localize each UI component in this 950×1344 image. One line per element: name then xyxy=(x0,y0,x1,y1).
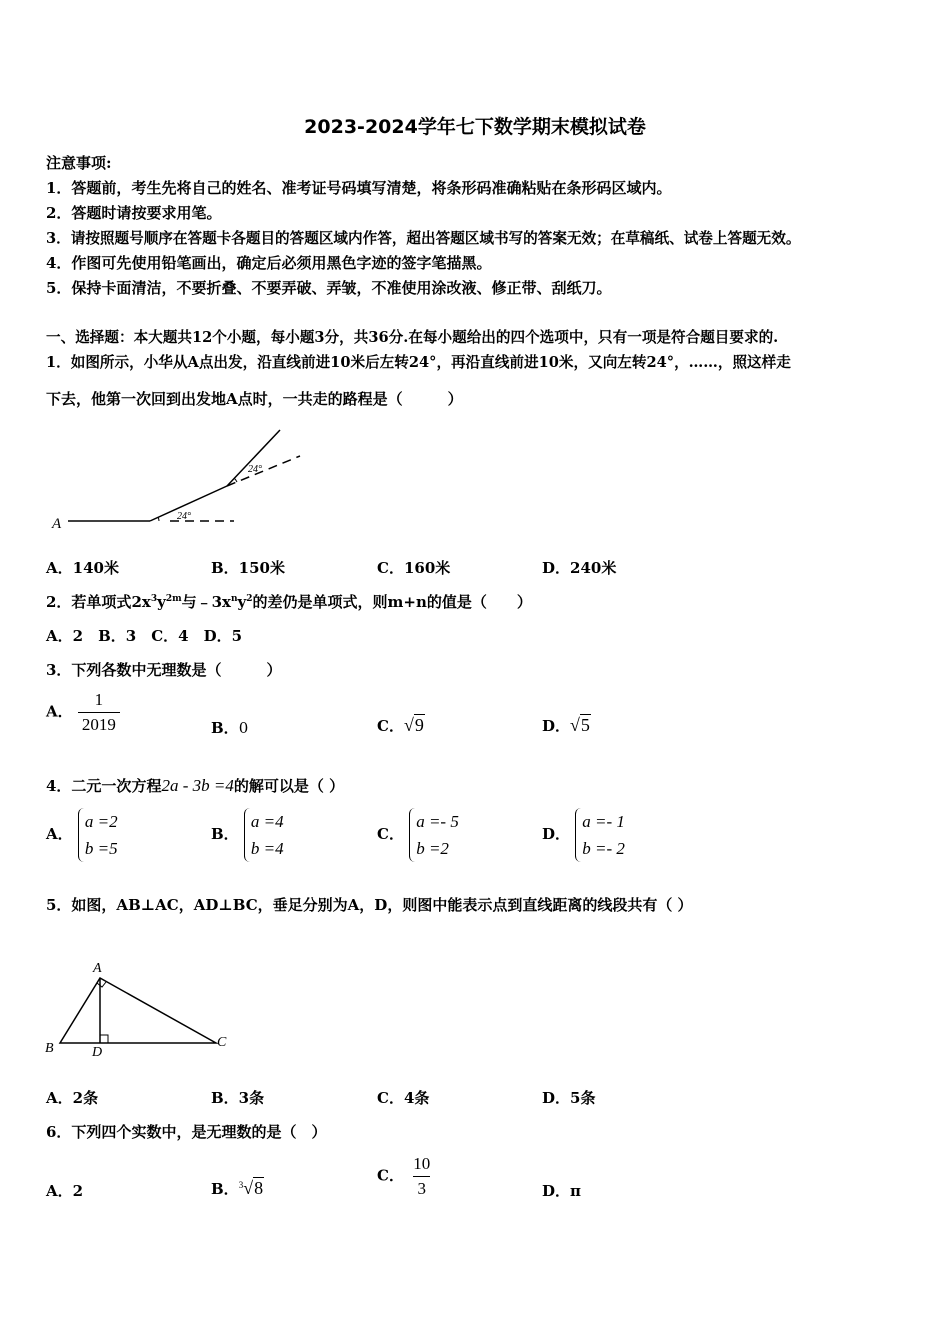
q1-angle-label-2: 24° xyxy=(248,464,262,475)
q4-option-b[interactable]: B． a =4 b =4 xyxy=(211,808,290,862)
q1-segment-3 xyxy=(227,430,280,486)
triangle-abc xyxy=(60,978,216,1043)
q5-stem: 5．如图，AB⊥AC，AD⊥BC，垂足分别为A，D，则图中能表示点到直线距离的线段共有（ ） xyxy=(46,896,693,914)
cube-root-8: $^3$√8 xyxy=(238,1178,264,1198)
right-angle-mark-d xyxy=(100,1035,108,1043)
q6-option-b[interactable]: B．$^3$√8 xyxy=(211,1178,264,1198)
q4-option-c[interactable]: C． a =- 5 b =2 xyxy=(377,808,465,862)
page-title: 2023-2024学年七下数学期末模拟试卷 xyxy=(304,116,646,138)
label-a: A xyxy=(93,961,102,976)
label-d: D xyxy=(92,1045,103,1060)
q1-stem-line1: 1．如图所示，小华从A点出发，沿直线前进10米后左转24°，再沿直线前进10米，又向左转24°，……，照这样走 xyxy=(46,354,791,371)
q6-option-a[interactable]: A．2 xyxy=(46,1182,84,1200)
fraction: $\frac{10}{3}$ xyxy=(413,1154,431,1198)
equation-system: a =4 b =4 xyxy=(244,808,290,862)
q1-extension-2 xyxy=(227,456,300,486)
notice-item: 2．答题时请按要求用笔。 xyxy=(46,204,222,222)
sqrt-5: √5 xyxy=(570,715,590,735)
q2-options[interactable]: A．2 B．3 C．4 D．5 xyxy=(46,627,243,645)
q3-stem: 3．下列各数中无理数是（ ） xyxy=(46,661,282,679)
q5-option-d[interactable]: D．5条 xyxy=(542,1089,596,1107)
equation-system: a =- 1 b =- 2 xyxy=(575,808,631,862)
q6-stem: 6．下列四个实数中，是无理数的是（ ） xyxy=(46,1123,327,1141)
q5-option-b[interactable]: B．3条 xyxy=(211,1089,265,1107)
fraction: $\frac{1}{2019}$ xyxy=(78,690,120,735)
q3-option-a[interactable]: A． $\frac{1}{2019}$ xyxy=(46,690,120,735)
q4-option-d[interactable]: D． a =- 1 b =- 2 xyxy=(542,808,631,862)
q1-option-a[interactable]: A．140米 xyxy=(46,559,119,577)
q3-option-c[interactable]: C．√9 xyxy=(377,715,424,735)
q1-option-d[interactable]: D．240米 xyxy=(542,559,617,577)
q3-option-b[interactable]: B．0 xyxy=(211,719,249,737)
q5-option-c[interactable]: C．4条 xyxy=(377,1089,430,1107)
section-heading: 一、选择题：本大题共12个小题，每小题3分，共36分.在每小题给出的四个选项中，只有一项是符合题目要求的. xyxy=(46,329,779,346)
q1-point-a: A xyxy=(52,516,62,532)
notice-item: 5．保持卡面清洁，不要折叠、不要弄破、弄皱，不准使用涂改液、修正带、刮纸刀。 xyxy=(46,279,612,297)
q5-option-a[interactable]: A．2条 xyxy=(46,1089,99,1107)
label-c: C xyxy=(217,1035,227,1050)
q1-angle-label-1: 24° xyxy=(177,511,191,522)
q1-angle-arc-2 xyxy=(234,478,237,482)
equation-system: a =2 b =5 xyxy=(78,808,124,862)
notice-item: 4．作图可先使用铅笔画出，确定后必须用黑色字迹的签字笔描黑。 xyxy=(46,254,492,272)
q4-stem: 4．二元一次方程2a - 3b =4的解可以是（ ） xyxy=(46,776,345,795)
q5-triangle-figure xyxy=(40,955,240,1065)
sqrt-9: √9 xyxy=(403,715,424,735)
notice-item: 3．请按照题号顺序在答题卡各题目的答题区域内作答，超出答题区域书写的答案无效；在草稿纸、试卷上答题无效。 xyxy=(46,230,801,247)
q6-option-c[interactable]: C． $\frac{10}{3}$ xyxy=(377,1154,434,1199)
q2-stem: 2．若单项式$2x^3y^{2m}$与$﹣3x^ny^2$的差仍是单项式，则m+n的值是（ ） xyxy=(46,593,532,611)
notice-item: 1．答题前，考生先将自己的姓名、准考证号码填写清楚，将条形码准确粘贴在条形码区域内。 xyxy=(46,179,672,197)
q1-figure xyxy=(40,420,320,540)
q4-option-a[interactable]: A． a =2 b =5 xyxy=(46,808,124,862)
right-angle-mark-a xyxy=(97,982,106,987)
notice-heading: 注意事项: xyxy=(46,154,112,172)
q1-option-b[interactable]: B．150米 xyxy=(211,559,285,577)
q1-stem-line2: 下去，他第一次回到出发地A点时，一共走的路程是（ ） xyxy=(46,390,463,408)
q1-option-c[interactable]: C．160米 xyxy=(377,559,451,577)
q3-option-d[interactable]: D．√5 xyxy=(542,715,590,735)
label-b: B xyxy=(45,1041,54,1056)
q6-option-d[interactable]: D．π xyxy=(542,1182,581,1200)
equation-system: a =- 5 b =2 xyxy=(409,808,465,862)
